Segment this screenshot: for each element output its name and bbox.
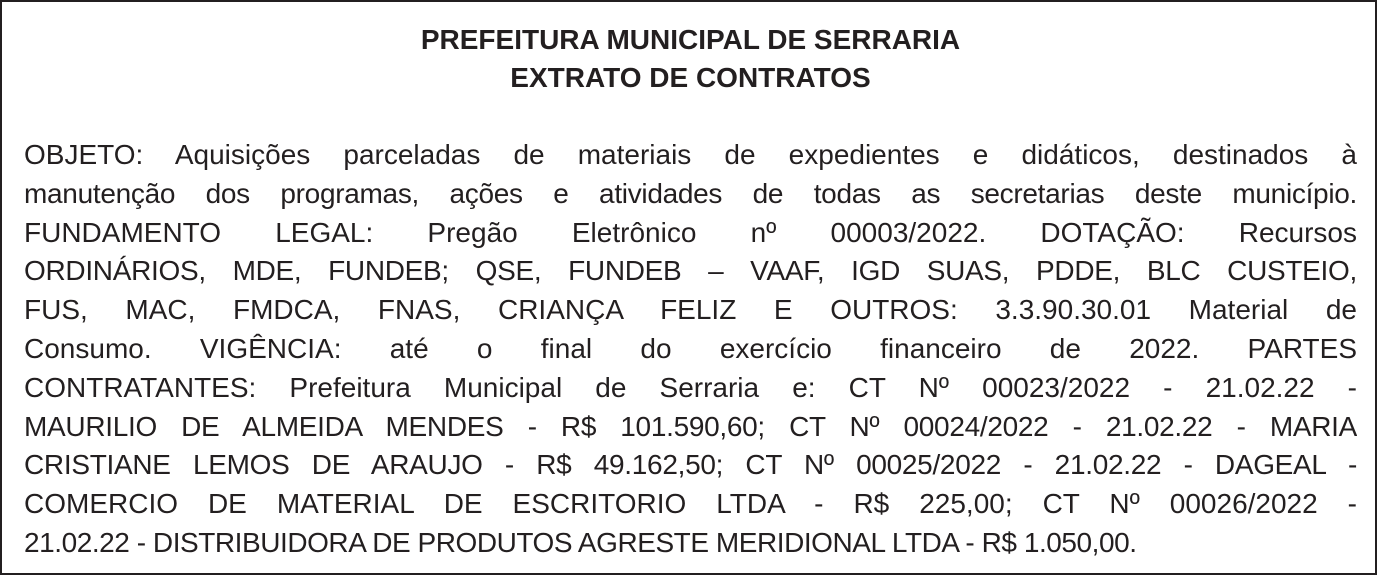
notice-title: PREFEITURA MUNICIPAL DE SERRARIA [420,24,961,55]
body-line: OBJETO: Aquisições parceladas de materiais de expedientes e didáticos, destinados à [24,139,1357,170]
body-line: FUS, MAC, FMDCA, FNAS, CRIANÇA FELIZ E OUTROS: 3.3.90.30.01 Material de [24,294,1357,326]
body-line: MAURILIO DE ALMEIDA MENDES - R$ 101.590,60; CT Nº 00024/2022 - 21.02.22 - MARIA [24,410,1357,442]
body-line: CRISTIANE LEMOS DE ARAUJO - R$ 49.162,50; CT Nº 00025/2022 - 21.02.22 - DAGEAL - [24,449,1357,481]
body-line: Consumo. VIGÊNCIA: até o final do exercício financeiro de 2022. PARTES [24,332,1357,364]
body-line: CONTRATANTES: Prefeitura Municipal de Serraria e: CT Nº 00023/2022 - 21.02.22 - [24,371,1357,403]
body-line: COMERCIO DE MATERIAL DE ESCRITORIO LTDA - R$ 225,00; CT Nº 00026/2022 - [24,488,1357,520]
notice-body [24,136,1357,563]
body-line: FUNDAMENTO LEGAL: Pregão Eletrônico nº 00003/2022. DOTAÇÃO: Recursos [24,216,1357,248]
notice-subtitle: EXTRATO DE CONTRATOS [510,62,871,93]
body-line: ORDINÁRIOS, MDE, FUNDEB; QSE, FUNDEB – VAAF, IGD SUAS, PDDE, BLC CUSTEIO, [24,255,1357,287]
body-line: 21.02.22 - DISTRIBUIDORA DE PRODUTOS AGRESTE MERIDIONAL LTDA - R$ 1.050,00. [24,526,1137,558]
body-line: manutenção dos programas, ações e atividades de todas as secretarias deste município. [24,177,1357,209]
